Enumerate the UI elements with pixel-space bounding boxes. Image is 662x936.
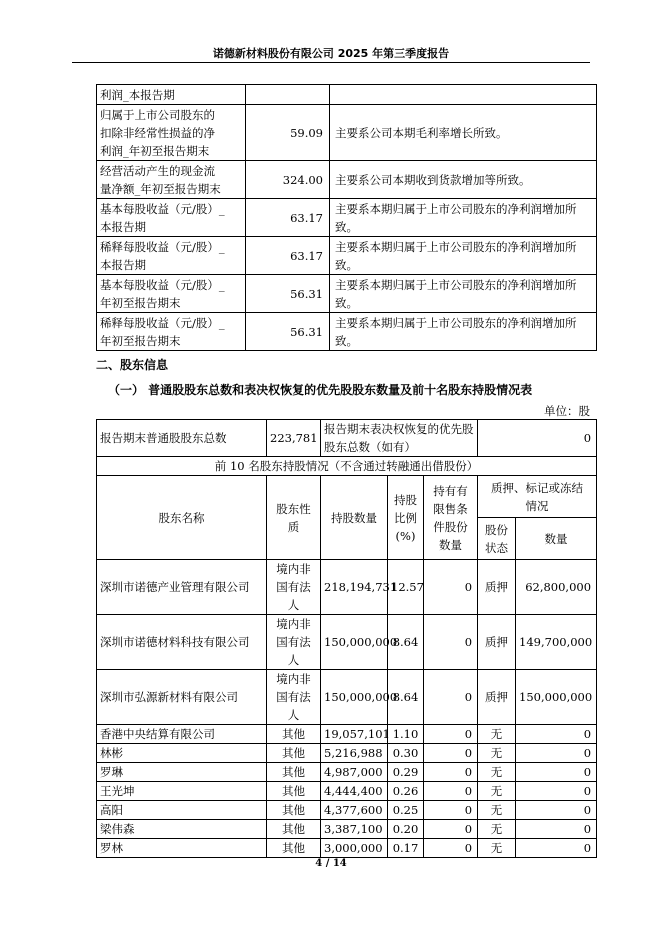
section-heading: 二、股东信息 xyxy=(96,358,169,372)
holder-name: 深圳市弘源新材料有限公司 xyxy=(97,670,267,725)
change-reason xyxy=(330,85,597,105)
pledge-status: 质押 xyxy=(478,560,516,615)
holder-name: 王光坤 xyxy=(97,782,267,801)
col-header-ratio: 持股 比例 (%) xyxy=(388,476,424,560)
holder-ratio: 0.25 xyxy=(388,801,424,820)
holder-nature: 其他 xyxy=(267,839,321,858)
pledge-status: 无 xyxy=(478,839,516,858)
holder-restricted: 0 xyxy=(424,782,478,801)
preferred-holders-value: 0 xyxy=(478,420,597,457)
table-row xyxy=(97,725,597,744)
holder-name: 香港中央结算有限公司 xyxy=(97,725,267,744)
holder-name: 深圳市诺德材料科技有限公司 xyxy=(97,615,267,670)
change-ratio: 56.31 xyxy=(246,313,330,351)
holder-nature: 境内非 国有法 人 xyxy=(267,670,321,725)
table-row xyxy=(97,560,597,615)
table-row xyxy=(97,820,597,839)
table-row xyxy=(97,237,597,275)
change-ratio xyxy=(246,85,330,105)
holder-nature: 其他 xyxy=(267,725,321,744)
holder-ratio: 8.64 xyxy=(388,615,424,670)
pledge-qty: 0 xyxy=(516,801,597,820)
page-number: 4 / 14 xyxy=(315,858,347,869)
holder-shares: 218,194,731 xyxy=(321,560,388,615)
holder-restricted: 0 xyxy=(424,560,478,615)
pledge-status: 无 xyxy=(478,744,516,763)
pledge-status: 无 xyxy=(478,725,516,744)
top10-title-row xyxy=(97,457,597,476)
holder-ratio: 1.10 xyxy=(388,725,424,744)
holder-nature: 境内非 国有法 人 xyxy=(267,560,321,615)
pledge-status: 无 xyxy=(478,763,516,782)
pledge-status: 质押 xyxy=(478,615,516,670)
pledge-qty: 149,700,000 xyxy=(516,615,597,670)
holder-shares: 150,000,000 xyxy=(321,615,388,670)
col-header-status: 股份 状态 xyxy=(478,518,516,560)
holder-nature: 其他 xyxy=(267,782,321,801)
holder-restricted: 0 xyxy=(424,615,478,670)
table-row xyxy=(97,839,597,858)
total-holders-label: 报告期末普通股股东总数 xyxy=(97,420,267,457)
pledge-qty: 0 xyxy=(516,839,597,858)
holder-name: 林彬 xyxy=(97,744,267,763)
item-name: 利润_本报告期 xyxy=(97,85,246,105)
col-header-qty: 数量 xyxy=(516,518,597,560)
holder-nature: 其他 xyxy=(267,763,321,782)
pledge-qty: 150,000,000 xyxy=(516,670,597,725)
change-reason: 主要系本期归属于上市公司股东的净利润增加所 致。 xyxy=(330,275,597,313)
holder-restricted: 0 xyxy=(424,725,478,744)
pledge-qty: 0 xyxy=(516,725,597,744)
holder-nature: 其他 xyxy=(267,744,321,763)
change-reason: 主要系本期归属于上市公司股东的净利润增加所 致。 xyxy=(330,313,597,351)
change-ratio: 56.31 xyxy=(246,275,330,313)
section-subheading: （一） 普通股股东总数和表决权恢复的优先股股东数量及前十名股东持股情况表 xyxy=(108,383,533,397)
item-name: 基本每股收益（元/股）_ 年初至报告期末 xyxy=(97,275,246,313)
holder-shares: 19,057,101 xyxy=(321,725,388,744)
holder-shares: 150,000,000 xyxy=(321,670,388,725)
pledge-qty: 0 xyxy=(516,744,597,763)
holder-nature: 其他 xyxy=(267,801,321,820)
unit-label: 单位：股 xyxy=(544,404,590,418)
top10-title: 前 10 名股东持股情况（不含通过转融通出借股份） xyxy=(97,457,597,476)
table-row xyxy=(97,275,597,313)
change-reason: 主要系公司本期毛利率增长所致。 xyxy=(330,105,597,161)
pledge-status: 无 xyxy=(478,820,516,839)
holder-ratio: 0.30 xyxy=(388,744,424,763)
table-row xyxy=(97,313,597,351)
holder-shares: 3,000,000 xyxy=(321,839,388,858)
summary-row xyxy=(97,420,597,457)
holder-restricted: 0 xyxy=(424,801,478,820)
item-name: 稀释每股收益（元/股）_ 年初至报告期末 xyxy=(97,313,246,351)
table-row xyxy=(97,615,597,670)
col-header-restricted: 持有有 限售条 件股份 数量 xyxy=(424,476,478,560)
col-header-pledge: 质押、标记或冻结 情况 xyxy=(478,476,597,518)
change-ratio: 63.17 xyxy=(246,199,330,237)
change-reason: 主要系公司本期收到货款增加等所致。 xyxy=(330,161,597,199)
pledge-qty: 0 xyxy=(516,782,597,801)
header-row xyxy=(97,476,597,518)
change-reason: 主要系本期归属于上市公司股东的净利润增加所 致。 xyxy=(330,199,597,237)
pledge-qty: 62,800,000 xyxy=(516,560,597,615)
holder-nature: 境内非 国有法 人 xyxy=(267,615,321,670)
holder-shares: 4,377,600 xyxy=(321,801,388,820)
preferred-holders-label: 报告期末表决权恢复的优先股 股东总数（如有） xyxy=(321,420,478,457)
table-row xyxy=(97,801,597,820)
holder-name: 罗林 xyxy=(97,839,267,858)
holder-ratio: 0.20 xyxy=(388,820,424,839)
pledge-qty: 0 xyxy=(516,820,597,839)
col-header-shares: 持股数量 xyxy=(321,476,388,560)
holder-restricted: 0 xyxy=(424,744,478,763)
pledge-status: 无 xyxy=(478,801,516,820)
item-name: 稀释每股收益（元/股）_ 本报告期 xyxy=(97,237,246,275)
change-ratio: 59.09 xyxy=(246,105,330,161)
holder-restricted: 0 xyxy=(424,670,478,725)
table-row xyxy=(97,105,597,161)
change-ratio: 63.17 xyxy=(246,237,330,275)
holder-name: 梁伟森 xyxy=(97,820,267,839)
holder-restricted: 0 xyxy=(424,820,478,839)
col-header-nature: 股东性 质 xyxy=(267,476,321,560)
holder-restricted: 0 xyxy=(424,839,478,858)
holder-ratio: 12.57 xyxy=(388,560,424,615)
table-row xyxy=(97,161,597,199)
pledge-status: 无 xyxy=(478,782,516,801)
holder-restricted: 0 xyxy=(424,763,478,782)
table-row xyxy=(97,763,597,782)
holder-name: 深圳市诺德产业管理有限公司 xyxy=(97,560,267,615)
holder-shares: 4,987,000 xyxy=(321,763,388,782)
shareholder-table xyxy=(96,419,597,858)
item-name: 经营活动产生的现金流 量净额_年初至报告期末 xyxy=(97,161,246,199)
holder-name: 高阳 xyxy=(97,801,267,820)
table-row xyxy=(97,782,597,801)
holder-nature: 其他 xyxy=(267,820,321,839)
holder-name: 罗琳 xyxy=(97,763,267,782)
change-ratio: 324.00 xyxy=(246,161,330,199)
holder-shares: 4,444,400 xyxy=(321,782,388,801)
header-divider xyxy=(72,62,590,63)
holder-shares: 5,216,988 xyxy=(321,744,388,763)
pledge-status: 质押 xyxy=(478,670,516,725)
table-row xyxy=(97,670,597,725)
item-name: 归属于上市公司股东的 扣除非经常性损益的净 利润_年初至报告期末 xyxy=(97,105,246,161)
change-reason-table xyxy=(96,84,597,351)
holder-ratio: 0.26 xyxy=(388,782,424,801)
total-holders-value: 223,781 xyxy=(267,420,321,457)
pledge-qty: 0 xyxy=(516,763,597,782)
table-row xyxy=(97,85,597,105)
table-row xyxy=(97,744,597,763)
holder-ratio: 0.17 xyxy=(388,839,424,858)
page-header: 诺德新材料股份有限公司 2025 年第三季度报告 xyxy=(212,47,450,60)
holder-shares: 3,387,100 xyxy=(321,820,388,839)
holder-ratio: 0.29 xyxy=(388,763,424,782)
table-row xyxy=(97,199,597,237)
col-header-name: 股东名称 xyxy=(97,476,267,560)
holder-ratio: 8.64 xyxy=(388,670,424,725)
change-reason: 主要系本期归属于上市公司股东的净利润增加所 致。 xyxy=(330,237,597,275)
item-name: 基本每股收益（元/股）_ 本报告期 xyxy=(97,199,246,237)
